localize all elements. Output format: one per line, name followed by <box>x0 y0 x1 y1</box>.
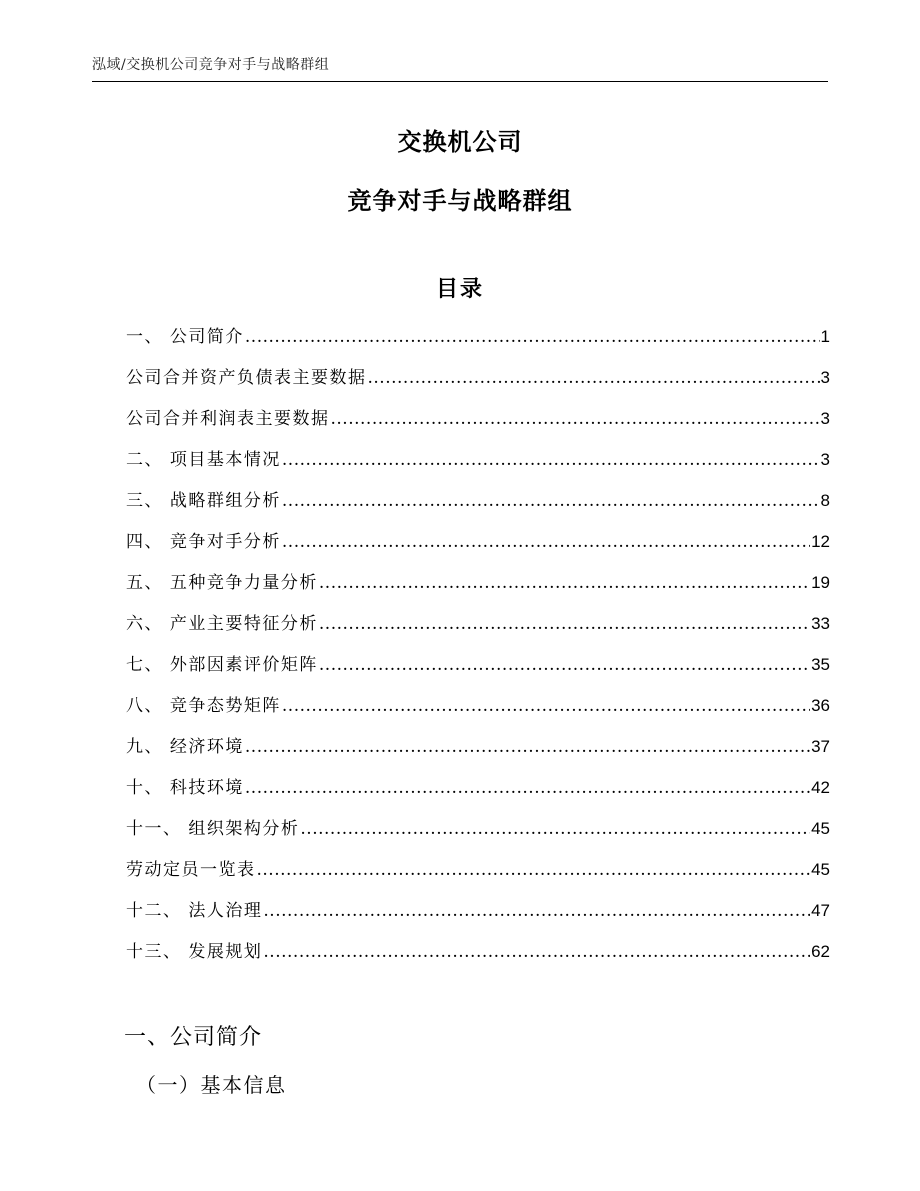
toc-entry-page: 12 <box>811 532 830 551</box>
toc-entry-label: 公司合并资产负债表主要数据 <box>126 368 367 388</box>
toc-entry-page: 47 <box>811 901 830 920</box>
toc-dot-leader <box>319 655 810 675</box>
toc-entry-label: 十三、 发展规划 <box>126 942 263 962</box>
toc-entry[interactable] <box>126 322 830 363</box>
toc-entry-page: 1 <box>820 327 830 346</box>
toc-entry-label: 二、 项目基本情况 <box>126 450 281 470</box>
toc-entry[interactable] <box>126 486 830 527</box>
toc-entry[interactable] <box>126 568 830 609</box>
toc-entry[interactable] <box>126 404 830 445</box>
toc-entry-label: 三、 战略群组分析 <box>126 491 281 511</box>
toc-dot-leader <box>319 573 810 593</box>
toc-entry-page: 19 <box>811 573 830 592</box>
toc-entry-label: 公司合并利润表主要数据 <box>126 409 330 429</box>
toc-entry-page: 36 <box>811 696 830 715</box>
toc-dot-leader <box>245 327 820 347</box>
toc-dot-leader <box>263 901 810 921</box>
table-of-contents <box>126 322 830 978</box>
toc-entry-label: 劳动定员一览表 <box>126 860 256 880</box>
toc-entry-label: 一、 公司简介 <box>126 327 244 347</box>
header-divider <box>92 81 828 82</box>
toc-dot-leader <box>263 942 810 962</box>
toc-entry-label: 十、 科技环境 <box>126 778 244 798</box>
toc-entry-page: 45 <box>811 819 830 838</box>
toc-dot-leader <box>319 614 810 634</box>
toc-entry[interactable] <box>126 691 830 732</box>
toc-dot-leader <box>300 819 810 839</box>
toc-dot-leader <box>245 778 810 798</box>
toc-dot-leader <box>257 860 811 880</box>
toc-dot-leader <box>282 532 810 552</box>
toc-entry-page: 3 <box>820 450 830 469</box>
toc-entry-label: 六、 产业主要特征分析 <box>126 614 318 634</box>
toc-entry-label: 十二、 法人治理 <box>126 901 263 921</box>
toc-entry[interactable] <box>126 609 830 650</box>
toc-heading: 目录 <box>435 277 484 302</box>
toc-entry[interactable] <box>126 527 830 568</box>
toc-entry-page: 35 <box>811 655 830 674</box>
toc-entry-label: 四、 竞争对手分析 <box>126 532 281 552</box>
document-title-line-2: 竞争对手与战略群组 <box>347 187 573 215</box>
toc-entry[interactable] <box>126 896 830 937</box>
toc-entry-page: 8 <box>820 491 830 510</box>
toc-dot-leader <box>282 450 820 470</box>
toc-entry[interactable] <box>126 937 830 978</box>
toc-entry[interactable] <box>126 855 830 896</box>
toc-entry[interactable] <box>126 650 830 691</box>
toc-dot-leader <box>282 696 810 716</box>
toc-entry-page: 37 <box>811 737 830 756</box>
toc-entry-page: 62 <box>811 942 830 961</box>
toc-entry[interactable] <box>126 732 830 773</box>
toc-dot-leader <box>245 737 810 757</box>
toc-entry-page: 45 <box>811 860 830 879</box>
document-title-line-1: 交换机公司 <box>397 128 523 156</box>
toc-entry-page: 33 <box>811 614 830 633</box>
toc-entry-label: 九、 经济环境 <box>126 737 244 757</box>
toc-entry-label: 七、 外部因素评价矩阵 <box>126 655 318 675</box>
running-header: 泓域/交换机公司竞争对手与战略群组 <box>92 57 330 73</box>
toc-entry-label: 八、 竞争态势矩阵 <box>126 696 281 716</box>
toc-dot-leader <box>282 491 820 511</box>
toc-entry[interactable] <box>126 445 830 486</box>
toc-entry-page: 3 <box>820 409 830 428</box>
toc-entry-label: 五、 五种竞争力量分析 <box>126 573 318 593</box>
toc-entry-page: 3 <box>820 368 830 387</box>
toc-dot-leader <box>368 368 820 388</box>
toc-entry[interactable] <box>126 814 830 855</box>
toc-entry[interactable] <box>126 363 830 404</box>
toc-entry[interactable] <box>126 773 830 814</box>
subsection-heading: （一）基本信息 <box>136 1073 287 1097</box>
toc-dot-leader <box>331 409 820 429</box>
toc-entry-label: 十一、 组织架构分析 <box>126 819 300 839</box>
section-heading: 一、公司简介 <box>124 1025 263 1050</box>
toc-entry-page: 42 <box>811 778 830 797</box>
